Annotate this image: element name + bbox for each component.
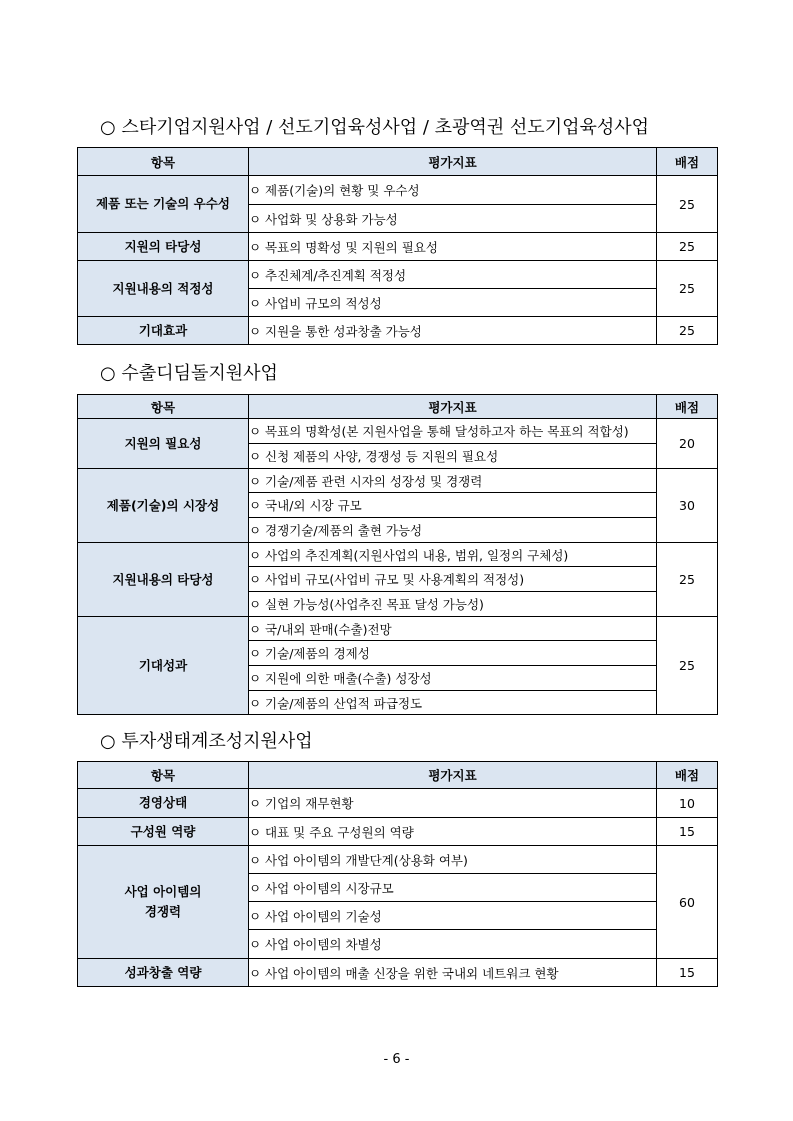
item-cell: 사업 아이템의 경쟁력	[78, 846, 249, 959]
score-cell: 25	[657, 176, 718, 233]
header-indicator: 평가지표	[249, 762, 657, 789]
indicator-cell: ㅇ 사업 아이템의 시장규모	[249, 874, 657, 902]
indicator-cell: ㅇ 실현 가능성(사업추진 목표 달성 가능성)	[249, 592, 657, 617]
header-item: 항목	[78, 395, 249, 419]
score-cell: 25	[657, 261, 718, 317]
score-cell: 15	[657, 818, 718, 846]
evaluation-table	[77, 147, 718, 345]
indicator-cell: ㅇ 제품(기술)의 현황 및 우수성	[249, 176, 657, 205]
score-cell: 25	[657, 317, 718, 345]
indicator-cell: ㅇ 목표의 명확성(본 지원사업을 통해 달성하고자 하는 목표의 적합성)	[249, 419, 657, 444]
score-cell: 25	[657, 617, 718, 715]
score-cell: 10	[657, 789, 718, 818]
indicator-cell: ㅇ 경쟁기술/제품의 출현 가능성	[249, 518, 657, 543]
indicator-cell: ㅇ 국내/외 시장 규모	[249, 493, 657, 518]
indicator-cell: ㅇ 기술/제품 관련 시자의 성장성 및 경쟁력	[249, 469, 657, 493]
item-cell: 구성원 역량	[78, 818, 249, 846]
score-cell: 15	[657, 959, 718, 987]
item-cell: 기대성과	[78, 617, 249, 715]
section-title: ○ 스타기업지원사업 / 선도기업육성사업 / 초광역권 선도기업육성사업	[100, 117, 650, 138]
indicator-cell: ㅇ 사업 아이템의 차별성	[249, 930, 657, 959]
section-title: ○ 투자생태계조성지원사업	[100, 731, 313, 752]
indicator-cell: ㅇ 지원에 의한 매출(수출) 성장성	[249, 666, 657, 691]
header-item: 항목	[78, 148, 249, 176]
header-score: 배점	[657, 395, 718, 419]
item-cell: 제품 또는 기술의 우수성	[78, 176, 249, 233]
score-cell: 60	[657, 846, 718, 959]
indicator-cell: ㅇ 사업의 추진계획(지원사업의 내용, 범위, 일정의 구체성)	[249, 543, 657, 567]
indicator-cell: ㅇ 사업 아이템의 매출 신장을 위한 국내외 네트워크 현황	[249, 959, 657, 987]
item-cell: 성과창출 역량	[78, 959, 249, 987]
indicator-cell: ㅇ 국/내외 판매(수출)전망	[249, 617, 657, 641]
score-cell: 25	[657, 543, 718, 617]
header-item: 항목	[78, 762, 249, 789]
header-score: 배점	[657, 148, 718, 176]
indicator-cell: ㅇ 사업 아이템의 기술성	[249, 902, 657, 930]
indicator-cell: ㅇ 기술/제품의 산업적 파급정도	[249, 691, 657, 715]
indicator-cell: ㅇ 사업 아이템의 개발단계(상용화 여부)	[249, 846, 657, 874]
indicator-cell: ㅇ 지원을 통한 성과창출 가능성	[249, 317, 657, 345]
item-cell: 지원내용의 적정성	[78, 261, 249, 317]
item-cell: 제품(기술)의 시장성	[78, 469, 249, 543]
section-title: ○ 수출디딤돌지원사업	[100, 363, 278, 384]
indicator-cell: ㅇ 사업비 규모의 적성성	[249, 289, 657, 317]
indicator-cell: ㅇ 추진체계/추진계획 적정성	[249, 261, 657, 289]
indicator-cell: ㅇ 대표 및 주요 구성원의 역량	[249, 818, 657, 846]
item-cell: 기대효과	[78, 317, 249, 345]
item-cell: 지원내용의 타당성	[78, 543, 249, 617]
item-cell: 지원의 타당성	[78, 233, 249, 261]
indicator-cell: ㅇ 기술/제품의 경제성	[249, 641, 657, 666]
item-cell: 경영상태	[78, 789, 249, 818]
header-indicator: 평가지표	[249, 395, 657, 419]
evaluation-table	[77, 394, 718, 715]
indicator-cell: ㅇ 사업비 규모(사업비 규모 및 사용계획의 적정성)	[249, 567, 657, 592]
item-cell: 지원의 필요성	[78, 419, 249, 469]
evaluation-table	[77, 761, 718, 987]
indicator-cell: ㅇ 목표의 명확성 및 지원의 필요성	[249, 233, 657, 261]
score-cell: 25	[657, 233, 718, 261]
indicator-cell: ㅇ 사업화 및 상용화 가능성	[249, 205, 657, 233]
indicator-cell: ㅇ 신청 제품의 사양, 경쟁성 등 지원의 필요성	[249, 444, 657, 469]
indicator-cell: ㅇ 기업의 재무현황	[249, 789, 657, 818]
score-cell: 20	[657, 419, 718, 469]
header-indicator: 평가지표	[249, 148, 657, 176]
page-number: - 6 -	[383, 1052, 410, 1067]
header-score: 배점	[657, 762, 718, 789]
score-cell: 30	[657, 469, 718, 543]
